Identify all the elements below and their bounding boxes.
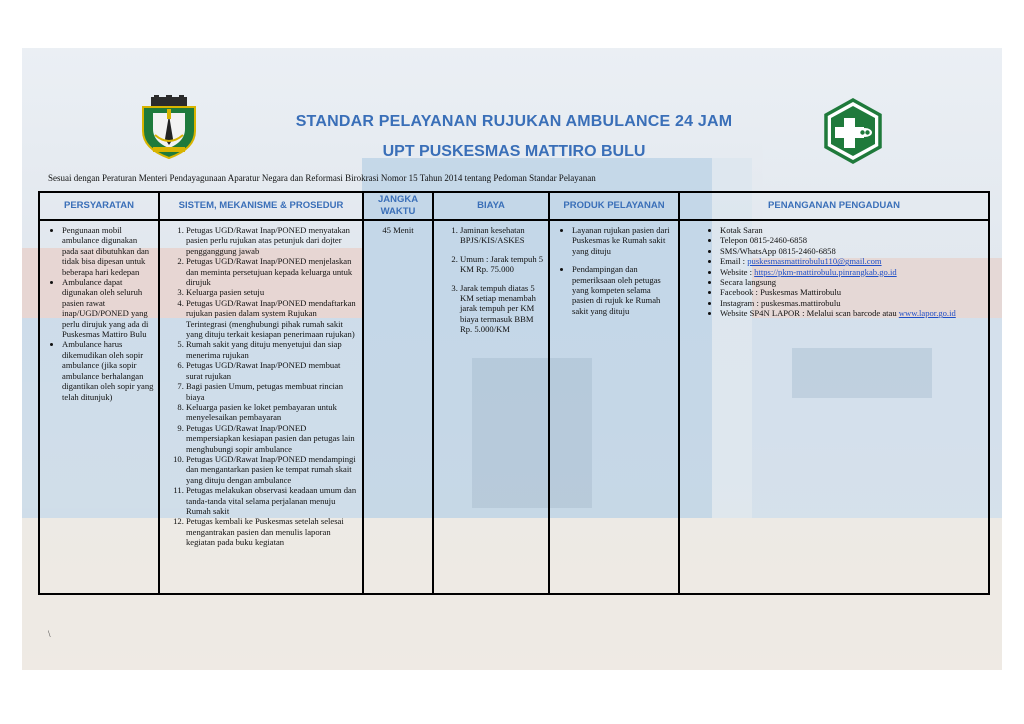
list-item: 4. Petugas UGD/Rawat Inap/PONED mendaftarkan rujukan pasien dalam system Rujukan Terintegrasi (menghubungi pihak rumah sakit yang dituju terkait kesiapan penerimaan rujukan) <box>186 298 358 340</box>
list-item: 3. Keluarga pasien setuju <box>186 287 358 297</box>
list-item: • Layanan rujukan pasien dari Puskesmas ke Rumah sakit yang dituju <box>572 225 674 256</box>
list-item <box>720 256 984 266</box>
cell-produk <box>549 220 679 594</box>
page-title: STANDAR PELAYANAN RUJUKAN AMBULANCE 24 JAM <box>295 113 733 130</box>
list-item: 2. Umum : Jarak tempuh 5 KM Rp. 75.000 <box>460 254 544 275</box>
list-item: • Kotak Saran <box>720 225 984 235</box>
list-item: • SMS/WhatsApp 0815-2460-6858 <box>720 246 984 256</box>
list-item: • Facebook : Puskesmas Mattirobulu <box>720 287 984 297</box>
list-item <box>720 308 984 318</box>
list-item: 2. Petugas UGD/Rawat Inap/PONED menjelaskan dan meminta persetujuan kepada keluarga untuk dirujuk <box>186 256 358 287</box>
list-item: 8. Keluarga pasien ke loket pembayaran untuk menyelesaikan pembayaran <box>186 402 358 423</box>
cell-pengaduan <box>679 220 989 594</box>
list-item: • Pengunaan mobil ambulance digunakan pada saat dibutuhkan dan tidak bisa dipesan untuk beberapa hari kedepan <box>62 225 154 277</box>
list-item: 9. Petugas UGD/Rawat Inap/PONED mempersiapkan kesiapan pasien dan petugas lain menghubungi sopir ambulance <box>186 423 358 454</box>
cell-jangka-waktu: 45 Menit <box>363 220 433 594</box>
cell-sistem <box>159 220 363 594</box>
list-item: 12. Petugas kembali ke Puskesmas setelah selesai mengantrakan pasien dan menulis laporan kegiatan pada buku kegiatan <box>186 516 358 547</box>
header-persyaratan: PERSYARATAN <box>39 192 159 220</box>
list-item: • Instagram : puskesmas.mattirobulu <box>720 298 984 308</box>
header-pengaduan: PENANGANAN PENGADUAN <box>679 192 989 220</box>
website-link[interactable]: https://pkm-mattirobulu.pinrangkab.go.id <box>754 266 897 277</box>
list-item: 1. Petugas UGD/Rawat Inap/PONED menyatakan pasien perlu rujukan atas petunjuk dari dojter pengganggung jawab <box>186 225 358 256</box>
list-item: 6. Petugas UGD/Rawat Inap/PONED membuat surat rujukan <box>186 360 358 381</box>
list-item <box>720 267 984 277</box>
header-biaya: BIAYA <box>433 192 549 220</box>
regional-emblem-icon <box>139 95 199 159</box>
list-item: • Telepon 0815-2460-6858 <box>720 235 984 245</box>
list-item: • Ambulance dapat digunakan oleh seluruh pasien rawat inap/UGD/PONED yang perlu dirujuk yang ada di Puskesmas Mattiro Bulu <box>62 277 154 339</box>
list-item: • Secara langsung <box>720 277 984 287</box>
regulation-note: Sesuai dengan Peraturan Menteri Pendayagunaan Aparatur Negara dan Reformasi Birokrasi Nomor 15 Tahun 2014 tentang Pedoman Standar Pelayanan <box>48 173 596 183</box>
sp4n-label: Website SP4N LAPOR : Melalui scan barcode atau <box>720 308 899 319</box>
footer-mark: \ <box>48 629 51 639</box>
puskesmas-logo-icon <box>822 98 884 164</box>
list-item: 5. Rumah sakit yang dituju menyetujui dan siap menerima rujukan <box>186 339 358 360</box>
list-item: 10. Petugas UGD/Rawat Inap/PONED mendampingi dan mengantarkan pasien ke tempat rumah skait yang dituju dengan ambulance <box>186 454 358 485</box>
page-subtitle: UPT PUSKESMAS MATTIRO BULU <box>382 143 646 160</box>
service-standard-table <box>38 191 990 595</box>
list-item: • Ambulance harus dikemudikan oleh sopir ambulance (jika sopir ambulance berhalangan digantikan oleh sopir yang telah ditunjuk) <box>62 339 154 401</box>
list-item: • Pendampingan dan pemeriksaan oleh petugas yang kompeten selama pasien di rujuk ke Rumah sakit yang dituju <box>572 264 674 316</box>
table-header-row <box>39 192 989 220</box>
header-produk: PRODUK PELAYANAN <box>549 192 679 220</box>
sp4n-link[interactable]: www.lapor.go.id <box>898 308 956 319</box>
email-label: Email : <box>720 256 748 267</box>
list-item: 3. Jarak tempuh diatas 5 KM setiap menambah jarak tempuh per KM biaya termasuk BBM Rp. 5.000/KM <box>460 283 544 335</box>
header-jangka-waktu: JANGKA WAKTU <box>363 192 433 220</box>
table-body-row <box>39 220 989 594</box>
cell-biaya <box>433 220 549 594</box>
website-label: Website : <box>720 266 755 277</box>
header-sistem: SISTEM, MEKANISME & PROSEDUR <box>159 192 363 220</box>
list-item: 7. Bagi pasien Umum, petugas membuat rincian biaya <box>186 381 358 402</box>
email-link[interactable]: puskesmasmattirobulu110@gmail.com <box>747 256 882 267</box>
list-item: 1. Jaminan kesehatan BPJS/KIS/ASKES <box>460 225 544 246</box>
list-item: 11. Petugas melakukan observasi keadaan umum dan tanda-tanda vital selama perjalanan menuju Rumah sakit <box>186 485 358 516</box>
cell-persyaratan <box>39 220 159 594</box>
